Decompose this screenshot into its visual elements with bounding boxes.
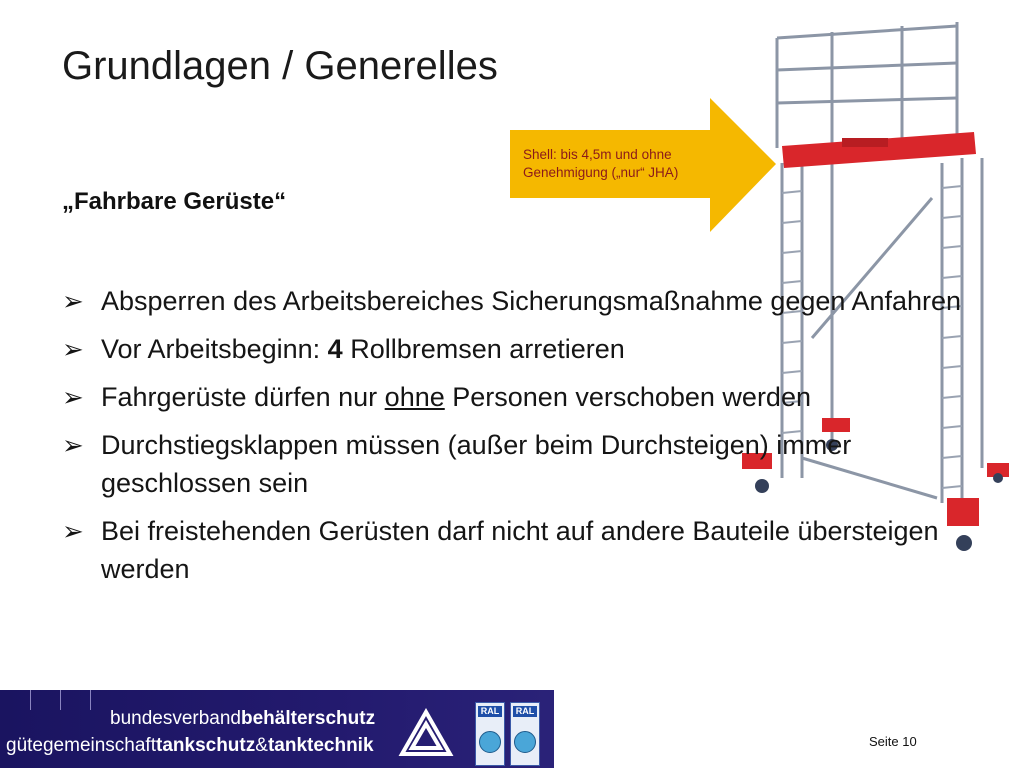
bullet-list bbox=[62, 282, 962, 598]
bullet-text: Durchstiegsklappen müssen (außer beim Durchsteigen) immer geschlossen sein bbox=[101, 430, 852, 498]
footer-divider bbox=[60, 690, 61, 710]
footer-divider bbox=[90, 690, 91, 710]
bullet-text: Fahrgerüste dürfen nur bbox=[101, 382, 385, 412]
footer-association-name: bundesverbandbehälterschutz bbox=[110, 708, 376, 729]
arrow-bullet-icon: ➢ bbox=[62, 516, 84, 546]
bullet-item bbox=[62, 330, 962, 368]
ral-seal-icon: RAL bbox=[510, 702, 540, 766]
callout-line-2: Genehmigung („nur“ JHA) bbox=[523, 165, 679, 180]
arrow-bullet-icon: ➢ bbox=[62, 334, 84, 364]
bullet-text-underlined: ohne bbox=[384, 382, 445, 412]
footer-quality-association-name: gütegemeinschafttankschutz&tanktechnik bbox=[6, 735, 374, 756]
bullet-item bbox=[62, 282, 962, 320]
bullet-item bbox=[62, 426, 962, 502]
bullet-text: Rollbremsen arretieren bbox=[342, 334, 625, 364]
arrow-bullet-icon: ➢ bbox=[62, 382, 84, 412]
bullet-item bbox=[62, 512, 962, 588]
bullet-text: Bei freistehenden Gerüsten darf nicht auf andere Bauteile übersteigen werden bbox=[101, 516, 939, 584]
page-number: Seite 10 bbox=[869, 734, 917, 749]
slide-title: Grundlagen / Generelles bbox=[62, 44, 498, 88]
bullet-item bbox=[62, 378, 962, 416]
arrow-bullet-icon: ➢ bbox=[62, 286, 84, 316]
bullet-text: Personen verschoben werden bbox=[444, 382, 811, 412]
ral-seal-icon: RAL bbox=[475, 702, 505, 766]
callout-text bbox=[523, 146, 723, 182]
footer-divider bbox=[30, 690, 31, 710]
bullet-text-bold: 4 bbox=[327, 334, 343, 364]
callout-line-1: Shell: bis 4,5m und ohne bbox=[523, 147, 672, 162]
bullet-text: Vor Arbeitsbeginn: bbox=[101, 334, 328, 364]
bullet-text: Absperren des Arbeitsbereiches Sicherungsmaßnahme gegen Anfahren bbox=[101, 286, 962, 316]
section-heading: „Fahrbare Gerüste“ bbox=[62, 188, 287, 215]
association-logo-icon bbox=[398, 708, 454, 760]
arrow-bullet-icon: ➢ bbox=[62, 430, 84, 460]
